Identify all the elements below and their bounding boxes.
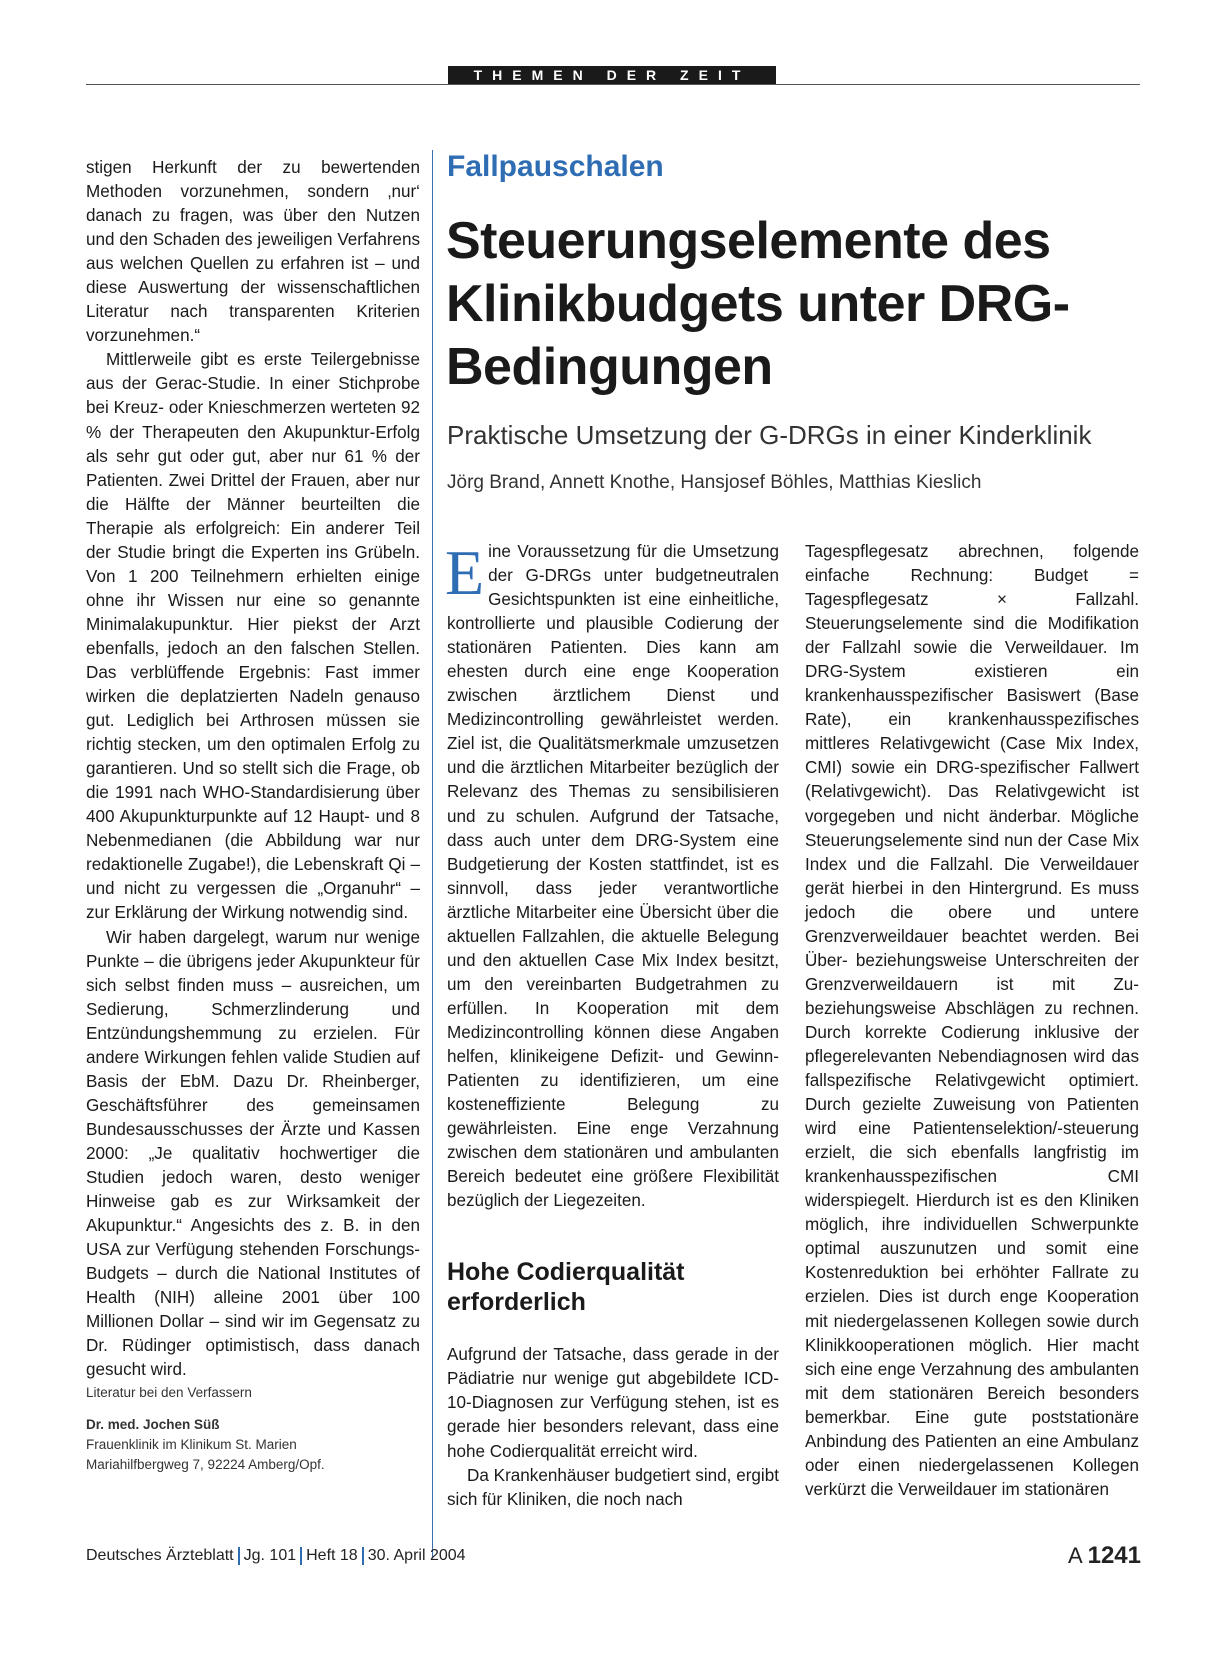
page-number-value: 1241 [1087, 1542, 1141, 1569]
literature-note: Literatur bei den Verfassern [86, 1385, 252, 1400]
footer-separator [238, 1547, 240, 1565]
section-tag: THEMEN DER ZEIT [448, 66, 776, 84]
article-title: Steuerungselemente des Klinikbudgets unter DRG-Bedingungen [446, 212, 1070, 396]
drop-cap: E [445, 537, 485, 608]
endnote-author-name: Dr. med. Jochen Süß [86, 1417, 220, 1432]
page-prefix: A [1068, 1543, 1082, 1568]
section-subheading: Hohe Codierqualität erforderlich [447, 1258, 685, 1317]
left-paragraph-3: Wir haben dargelegt, warum nur wenige Punkte – die übrigens jeder Akupunkteur für sich selbst finden muss – ausreichen, um Sedierung, Schmerzlinderung und Entzündungshemmung zu erzielen. Für andere Wirkungen fehlen valide Studien auf Basis der EbM. Dazu Dr. Rheinberger, Geschäftsführer des gemeinsamen Bundesausschusses der Ärzte und Kassen 2000: „Je qualitativ hochwertiger die Studien jedoch waren, desto weniger Hinweise gab es zur Wirksamkeit der Akupunktur.“ Angesichts des z. B. in den USA zur Verfügung stehenden Forschungs-Budgets – durch die National Institutes of Health (NIH) alleine 2001 über 100 Millionen Dollar – sind wir im Gegensatz zu Dr. Rüdinger optimistisch, dass danach gesucht wird. [86, 927, 420, 1380]
endnote-author-address-2: Mariahilfbergweg 7, 92224 Amberg/Opf. [86, 1457, 325, 1472]
middle-column [445, 537, 779, 1512]
right-column [805, 540, 1139, 1502]
left-column [86, 156, 420, 1382]
column-divider [432, 150, 433, 1558]
right-paragraph-1: Tagespflegesatz abrechnen, folgende einfache Rechnung: Budget = Tagespflegesatz × Fallzahl. Steuerungselemente sind die Modifikation der Fallzahl sowie die Verweildauer. Im DRG-System existieren ein krankenhausspezifischer Basiswert (Base Rate), ein krankenhausspezifisches mittleres Relativgewicht (Case Mix Index, CMI) sowie ein DRG-spezifischer Fallwert (Relativgewicht). Das Relativgewicht ist vorgegeben und nicht änderbar. Mögliche Steuerungselemente sind nun der Case Mix Index und die Fallzahl. Die Verweildauer gerät hierbei in den Hintergrund. Es muss jedoch die obere und untere Grenzverweildauer beachtet werden. Bei Über- beziehungsweise Unterschreiten der Grenzverweildauern ist mit Zu- beziehungsweise Abschlägen zu rechnen. Durch korrekte Codierung inklusive der pflegerelevanten Nebendiagnosen wird das fallspezifische Relativgewicht optimiert. Durch gezielte Zuweisung von Patienten wird eine Patientenselektion/-steuerung erzielt, die sich ebenfalls langfristig im krankenhausspezifischen CMI widerspiegelt. Hierdurch ist es den Kliniken möglich, ihre individuellen Schwerpunkte optimal auszunutzen und somit eine Kostenreduktion bei erhöhter Fallrate zu erzielen. Dies ist durch enge Kooperation mit niedergelassenen Kollegen sowie durch Klinikkooperationen möglich. Hier macht sich eine enge Verzahnung des ambulanten mit dem stationären Bereich besonders bemerkbar. Eine gute poststationäre Anbindung des Patienten an eine Ambulanz oder einen niedergelassenen Kollegen verkürzt die Verweildauer im stationären [805, 542, 1139, 1499]
middle-paragraph-3: Da Krankenhäuser budgetiert sind, ergibt sich für Kliniken, die noch nach [447, 1465, 779, 1509]
left-paragraph-1: stigen Herkunft der zu bewertenden Methoden vorzunehmen, sondern ‚nur‘ danach zu fragen, was über den Nutzen und den Schaden des jeweiligen Verfahrens aus welchen Quellen zu erfahren ist – und diese Auswertung der wissenschaftlichen Literatur nach transparenten Kriterien vorzunehmen.“ [86, 158, 420, 346]
footer-volume: Jg. 101 [243, 1547, 297, 1565]
article-kicker: Fallpauschalen [447, 150, 664, 183]
footer-date: 30. April 2004 [367, 1547, 466, 1565]
middle-paragraph-1-text: ine Voraussetzung für die Umsetzung der G-DRGs unter budgetneutralen Gesichtspunkten ist eine einheitliche, kontrollierte und plausible Codierung der stationären Patienten. Dies kann am ehesten durch eine enge Kooperation zwischen ärztlichem Dienst und Medizincontrolling gewährleistet werden. Ziel ist, die Qualitätsmerkmale umzusetzen und die ärztlichen Mitarbeiter bezüglich der Relevanz des Themas zu sensibilisieren und zu schulen. Aufgrund der Tatsache, dass auch unter dem DRG-System eine Budgetierung der Kosten stattfindet, ist es sinnvoll, dass jeder verantwortliche ärztliche Mitarbeiter eine Übersicht über die aktuellen Fallzahlen, die aktuelle Belegung und den aktuellen Case Mix Index besitzt, um den vereinbarten Budgetrahmen zu erfüllen. In Kooperation mit dem Medizincontrolling können diese Angaben helfen, klinikeigene Defizit- und Gewinn-Patienten zu identifizieren, um eine kosteneffiziente Belegung zu gewährleisten. Eine enge Verzahnung zwischen dem stationären und ambulanten Bereich bedeutet eine größere Flexibilität bezüglich der Liegezeiten. [447, 542, 779, 1211]
footer-separator [362, 1547, 364, 1565]
footer-journal: Deutsches Ärzteblatt [86, 1547, 234, 1565]
footer-separator [300, 1547, 302, 1565]
footer-issue: Heft 18 [306, 1547, 358, 1565]
footer-citation [86, 1547, 466, 1565]
left-paragraph-2: Mittlerweile gibt es erste Teilergebnisse aus der Gerac-Studie. In einer Stichprobe bei Kreuz- oder Knieschmerzen werteten 92 % der Therapeuten den Akupunktur-Erfolg als sehr gut oder gut, aber nur 61 % der Patienten. Zwei Drittel der Frauen, aber nur die Hälfte der Männer beurteilten die Therapie als erfolgreich: Ein anderer Teil der Studie bringt die Experten ins Grübeln. Von 1 200 Teilnehmern erhielten einige ohne ihr Wissen nur eine so genannte Minimalakupunktur. Hier piekst der Arzt ebenfalls, jedoch an den falschen Stellen. Das verblüffende Ergebnis: Fast immer wirken die deplatzierten Nadeln genauso gut. Lediglich bei Arthrosen müssen sie richtig stecken, um den optimalen Erfolg zu garantieren. Und so stellt sich die Frage, ob die 1991 nach WHO-Standardisierung über 400 Akupunkturpunkte auf 12 Haupt- und 8 Nebenmedianen (die Abbildung war nur redaktionelle Zugabe!), die Lebenskraft Qi – und nicht zu vergessen die „Organuhr“ – zur Erklärung der Wirkung notwendig sind. [86, 350, 420, 923]
header-rule [86, 84, 1140, 85]
article-authors: Jörg Brand, Annett Knothe, Hansjosef Böhles, Matthias Kieslich [447, 472, 982, 493]
middle-paragraph-1 [445, 537, 779, 1213]
middle-paragraph-2: Aufgrund der Tatsache, dass gerade in der Pädiatrie nur wenige gut abgebildete ICD-10-Diagnosen zur Verfügung stehen, ist es gerade hier besonders relevant, dass eine hohe Codierqualität erreicht wird. [447, 1345, 779, 1461]
endnote-author-address-1: Frauenklinik im Klinikum St. Marien [86, 1437, 297, 1452]
page-number [1068, 1542, 1141, 1570]
article-subtitle: Praktische Umsetzung der G-DRGs in einer Kinderklinik [447, 420, 1092, 450]
